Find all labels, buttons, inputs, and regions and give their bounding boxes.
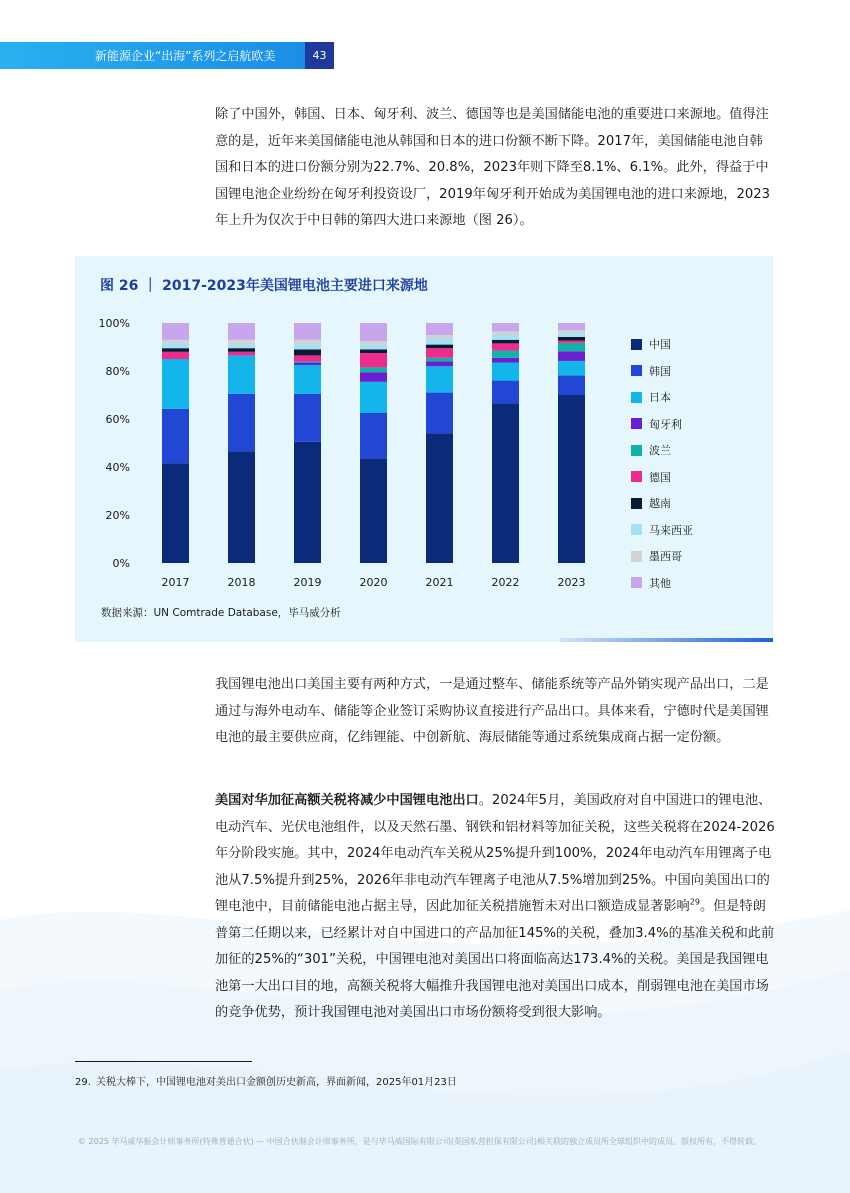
bar-segment (492, 358, 519, 363)
legend-swatch (631, 471, 642, 482)
legend-swatch (631, 498, 642, 509)
copyright-notice: © 2025 毕马威华振会计师事务所(特殊普通合伙) — 中国合伙制会计师事务所，是与毕马威国际有限公司(英国私营担保有限公司)相关联的独立成员所全球组织中的成员。版权所有，不得转载。 (78, 1137, 762, 1146)
legend-label: 中国 (649, 338, 671, 352)
x-tick-label: 2023 (557, 576, 586, 589)
bar-segment (162, 343, 189, 348)
bar-segment (294, 340, 321, 345)
bar-segment (228, 348, 255, 352)
x-tick-label: 2021 (425, 576, 454, 589)
bar-segment (426, 335, 453, 339)
paragraph-import-sources: 除了中国外，韩国、日本、匈牙利、波兰、德国等也是美国储能电池的重要进口来源地。值得注意的是，近年来美国储能电池从韩国和日本的进口份额不断下降。2017年，美国储能电池自韩国和日本的进口份额分别为22.7%、20.8%，2023年则下降至8.1%、6.1%。此外，得益于中国锂电池企业纷纷在匈牙利投资设厂，2019年匈牙利开始成为美国锂电池的进口来源地，2023年上升为仅次于中日韩的第四大进口来源地（图 26）。 (215, 107, 771, 228)
bar-segment (162, 352, 189, 359)
legend-label: 其他 (649, 576, 671, 590)
chart-legend (631, 331, 693, 596)
stacked-bar-chart (75, 310, 625, 600)
legend-item (631, 490, 693, 517)
legend-item (631, 358, 693, 385)
bar-segment (426, 393, 453, 434)
legend-swatch (631, 365, 642, 376)
legend-swatch (631, 445, 642, 456)
footnote-reference[interactable]: 29 (689, 897, 700, 907)
bar-segment (360, 349, 387, 353)
bar-segment (426, 366, 453, 392)
figure-title: 图 26 ｜ 2017-2023年美国锂电池主要进口来源地 (100, 278, 428, 294)
bar-segment (492, 403, 519, 563)
paragraph-tariffs-lead: 美国对华加征高额关税将减少中国锂电池出口 (215, 793, 479, 808)
bar-segment (162, 323, 189, 340)
bar-segment (426, 348, 453, 358)
bar-segment (426, 323, 453, 335)
bar-segment (294, 442, 321, 563)
legend-item (631, 437, 693, 464)
y-tick-label: 60% (105, 413, 130, 426)
bar-segment (492, 340, 519, 344)
x-tick-label: 2018 (227, 576, 256, 589)
bar-segment (558, 323, 585, 330)
legend-label: 墨西哥 (649, 550, 682, 564)
bar-segment (492, 323, 519, 331)
legend-label: 马来西亚 (649, 523, 693, 537)
bar-segment (426, 433, 453, 563)
paragraph-export-methods: 我国锂电池出口美国主要有两种方式，一是通过整车、储能系统等产品外销实现产品出口，二是通过与海外电动车、储能等企业签订采购协议直接进行产品出口。具体来看，宁德时代是美国锂电池的最主要供应商，亿纬锂能、中创新航、海辰储能等通过系统集成商占据一定份额。 (215, 677, 769, 745)
bar-segment (492, 335, 519, 340)
x-tick-label: 2020 (359, 576, 388, 589)
bar-segment (294, 349, 321, 355)
bar-segment (558, 361, 585, 376)
legend-label: 匈牙利 (649, 417, 682, 431)
y-tick-label: 40% (105, 461, 130, 474)
bar-segment (294, 323, 321, 340)
bar-segment (162, 409, 189, 463)
header-title: 新能源企业“出海”系列之启航欧美 (95, 49, 276, 63)
legend-item (631, 464, 693, 491)
bar-segment (492, 331, 519, 335)
bar-segment (558, 341, 585, 343)
bar-segment (360, 413, 387, 459)
bar-segment (426, 361, 453, 366)
bar-segment (360, 353, 387, 367)
bar-segment (360, 367, 387, 372)
paragraph-tariffs-text-a: 。2024年5月，美国政府对自中国进口的锂电池、电动汽车、光伏电池组件，以及天然石墨、钢铁和铝材料等加征关税，这些关税将在2024-2026年分阶段实施。其中，2024年电动汽车关税从25%提升到100%，2024年电动汽车用锂离子电池从7.5%提升到25%，2026年非电动汽车锂离子电池从7.5%增加到25%。中国向美国出口的锂电池中，目前储能电池占据主导，因此加征关税措施暂未对出口额造成显著影响 (215, 793, 775, 914)
footnote-text: 关税大棒下，中国锂电池对美出口金额创历史新高，界面新闻，2025年01月23日 (96, 1077, 457, 1088)
legend-label: 韩国 (649, 364, 671, 378)
page-number: 43 (305, 42, 334, 69)
bar-segment (162, 463, 189, 563)
bar-segment (228, 352, 255, 356)
legend-item (631, 570, 693, 597)
bar-segment (360, 323, 387, 341)
footnote (75, 1073, 457, 1088)
x-tick-label: 2019 (293, 576, 322, 589)
bar-segment (360, 372, 387, 382)
y-tick-label: 80% (105, 365, 130, 378)
legend-swatch (631, 577, 642, 588)
bar-segment (492, 343, 519, 350)
bar-segment (558, 333, 585, 337)
bar-segment (162, 359, 189, 409)
bar-segment (558, 351, 585, 361)
bar-segment (426, 345, 453, 349)
bar-segment (558, 330, 585, 333)
legend-swatch (631, 524, 642, 535)
figure-source: 数据来源：UN Comtrade Database，毕马威分析 (101, 607, 341, 619)
bar-segment (294, 365, 321, 394)
bar-segment (294, 363, 321, 365)
bar-segment (228, 340, 255, 345)
y-tick-label: 0% (112, 557, 130, 570)
bar-segment (228, 323, 255, 340)
legend-item (631, 543, 693, 570)
legend-label: 德国 (649, 470, 671, 484)
footnote-divider (75, 1061, 252, 1062)
x-tick-label: 2022 (491, 576, 520, 589)
legend-swatch (631, 392, 642, 403)
legend-item (631, 331, 693, 358)
paragraph-tariffs-text-b: 。但是特朗普第二任期以来，已经累计对自中国进口的产品加征145%的关税，叠加3.4%的基准关税和此前加征的25%的“301”关税，中国锂电池对美国出口将面临高达173.4%的关税。美国是我国锂电池第一大出口目的地，高额关税将大幅推升我国锂电池对美国出口成本，削弱锂电池在美国市场的竞争优势，预计我国锂电池对美国出口市场份额将受到很大影响。 (215, 899, 775, 1020)
bar-segment (228, 394, 255, 452)
bar-segment (360, 345, 387, 350)
bar-segment (294, 361, 321, 362)
bar-segment (360, 382, 387, 413)
bar-segment (492, 351, 519, 358)
legend-label: 日本 (649, 391, 671, 405)
bar-segment (558, 343, 585, 351)
bar-segment (162, 340, 189, 344)
y-tick-label: 20% (105, 509, 130, 522)
bar-segment (294, 345, 321, 350)
bar-segment (360, 341, 387, 345)
bar-segment (294, 355, 321, 361)
bar-segment (558, 337, 585, 341)
legend-swatch (631, 551, 642, 562)
legend-item (631, 517, 693, 544)
bar-segment (294, 394, 321, 442)
bar-segment (426, 358, 453, 362)
legend-swatch (631, 339, 642, 350)
figure-accent-bar (560, 638, 773, 642)
bar-segment (162, 348, 189, 352)
bar-segment (558, 376, 585, 395)
bar-segment (360, 459, 387, 563)
bar-segment (558, 395, 585, 563)
legend-item (631, 411, 693, 438)
x-tick-label: 2017 (161, 576, 190, 589)
bar-segment (228, 345, 255, 349)
bar-segment (492, 363, 519, 381)
bar-segment (426, 339, 453, 345)
y-tick-label: 100% (98, 317, 130, 330)
bar-segment (492, 381, 519, 404)
legend-swatch (631, 418, 642, 429)
footnote-number: 29. (75, 1077, 91, 1088)
paragraph-tariffs (215, 788, 775, 1027)
legend-label: 波兰 (649, 444, 671, 458)
bar-segment (228, 355, 255, 393)
legend-item (631, 384, 693, 411)
legend-label: 越南 (649, 497, 671, 511)
bar-segment (228, 451, 255, 563)
